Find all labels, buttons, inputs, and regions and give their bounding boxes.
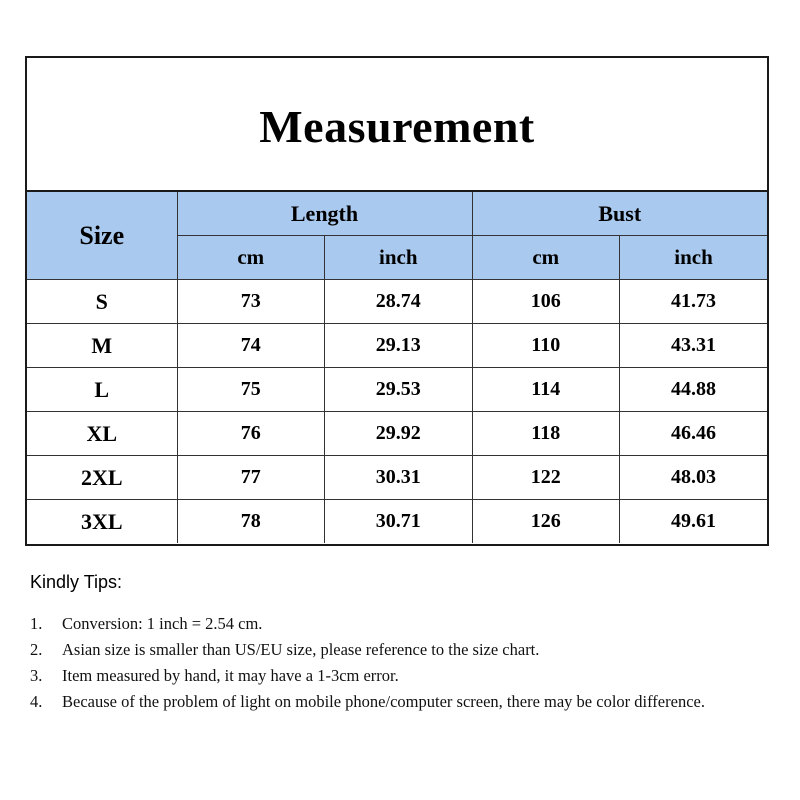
tip-number: 3.	[30, 666, 43, 685]
table-cell: 75	[177, 368, 325, 412]
tips-section	[30, 572, 775, 715]
table-cell: 30.71	[325, 500, 473, 544]
size-chart	[25, 56, 769, 546]
table-cell: 29.53	[325, 368, 473, 412]
tip-number: 1.	[30, 614, 43, 633]
table-cell: 30.31	[325, 456, 473, 500]
table-cell: 73	[177, 280, 325, 324]
table-cell: 114	[472, 368, 620, 412]
unit-header: cm	[472, 236, 620, 280]
tip-number: 2.	[30, 640, 43, 659]
tips-list	[30, 611, 775, 715]
table-cell: 106	[472, 280, 620, 324]
table-cell: 43.31	[620, 324, 768, 368]
table-cell: 28.74	[325, 280, 473, 324]
table-cell: 48.03	[620, 456, 768, 500]
table-cell: 29.13	[325, 324, 473, 368]
size-cell: M	[27, 324, 177, 368]
header-row-groups	[27, 192, 767, 236]
size-column-header: Size	[27, 192, 177, 280]
tip-text: Conversion: 1 inch = 2.54 cm.	[62, 614, 263, 633]
list-item	[30, 611, 775, 637]
title-box	[27, 58, 767, 192]
table-cell: 126	[472, 500, 620, 544]
tips-title: Kindly Tips:	[30, 572, 123, 592]
table-cell: 78	[177, 500, 325, 544]
size-cell: 3XL	[27, 500, 177, 544]
table-cell: 110	[472, 324, 620, 368]
table-row	[27, 368, 767, 412]
tip-number: 4.	[30, 692, 43, 711]
table-row	[27, 412, 767, 456]
table-cell: 77	[177, 456, 325, 500]
size-cell: 2XL	[27, 456, 177, 500]
table-row	[27, 456, 767, 500]
size-cell: XL	[27, 412, 177, 456]
bust-group-header: Bust	[472, 192, 767, 236]
size-cell: S	[27, 280, 177, 324]
tip-text: Item measured by hand, it may have a 1-3cm error.	[62, 666, 399, 685]
unit-header: cm	[177, 236, 325, 280]
size-cell: L	[27, 368, 177, 412]
tip-text: Asian size is smaller than US/EU size, please reference to the size chart.	[62, 640, 540, 659]
table-cell: 76	[177, 412, 325, 456]
table-row	[27, 500, 767, 544]
list-item	[30, 637, 775, 663]
unit-header: inch	[620, 236, 768, 280]
table-row	[27, 324, 767, 368]
list-item	[30, 689, 775, 715]
table-cell: 118	[472, 412, 620, 456]
list-item	[30, 663, 775, 689]
table-row	[27, 280, 767, 324]
size-table	[27, 192, 767, 543]
length-group-header: Length	[177, 192, 472, 236]
table-cell: 46.46	[620, 412, 768, 456]
tip-text: Because of the problem of light on mobile phone/computer screen, there may be color difference.	[62, 692, 705, 711]
table-cell: 49.61	[620, 500, 768, 544]
page-title: Measurement	[259, 100, 535, 152]
unit-header: inch	[325, 236, 473, 280]
table-cell: 122	[472, 456, 620, 500]
table-cell: 41.73	[620, 280, 768, 324]
table-cell: 29.92	[325, 412, 473, 456]
table-cell: 74	[177, 324, 325, 368]
table-cell: 44.88	[620, 368, 768, 412]
